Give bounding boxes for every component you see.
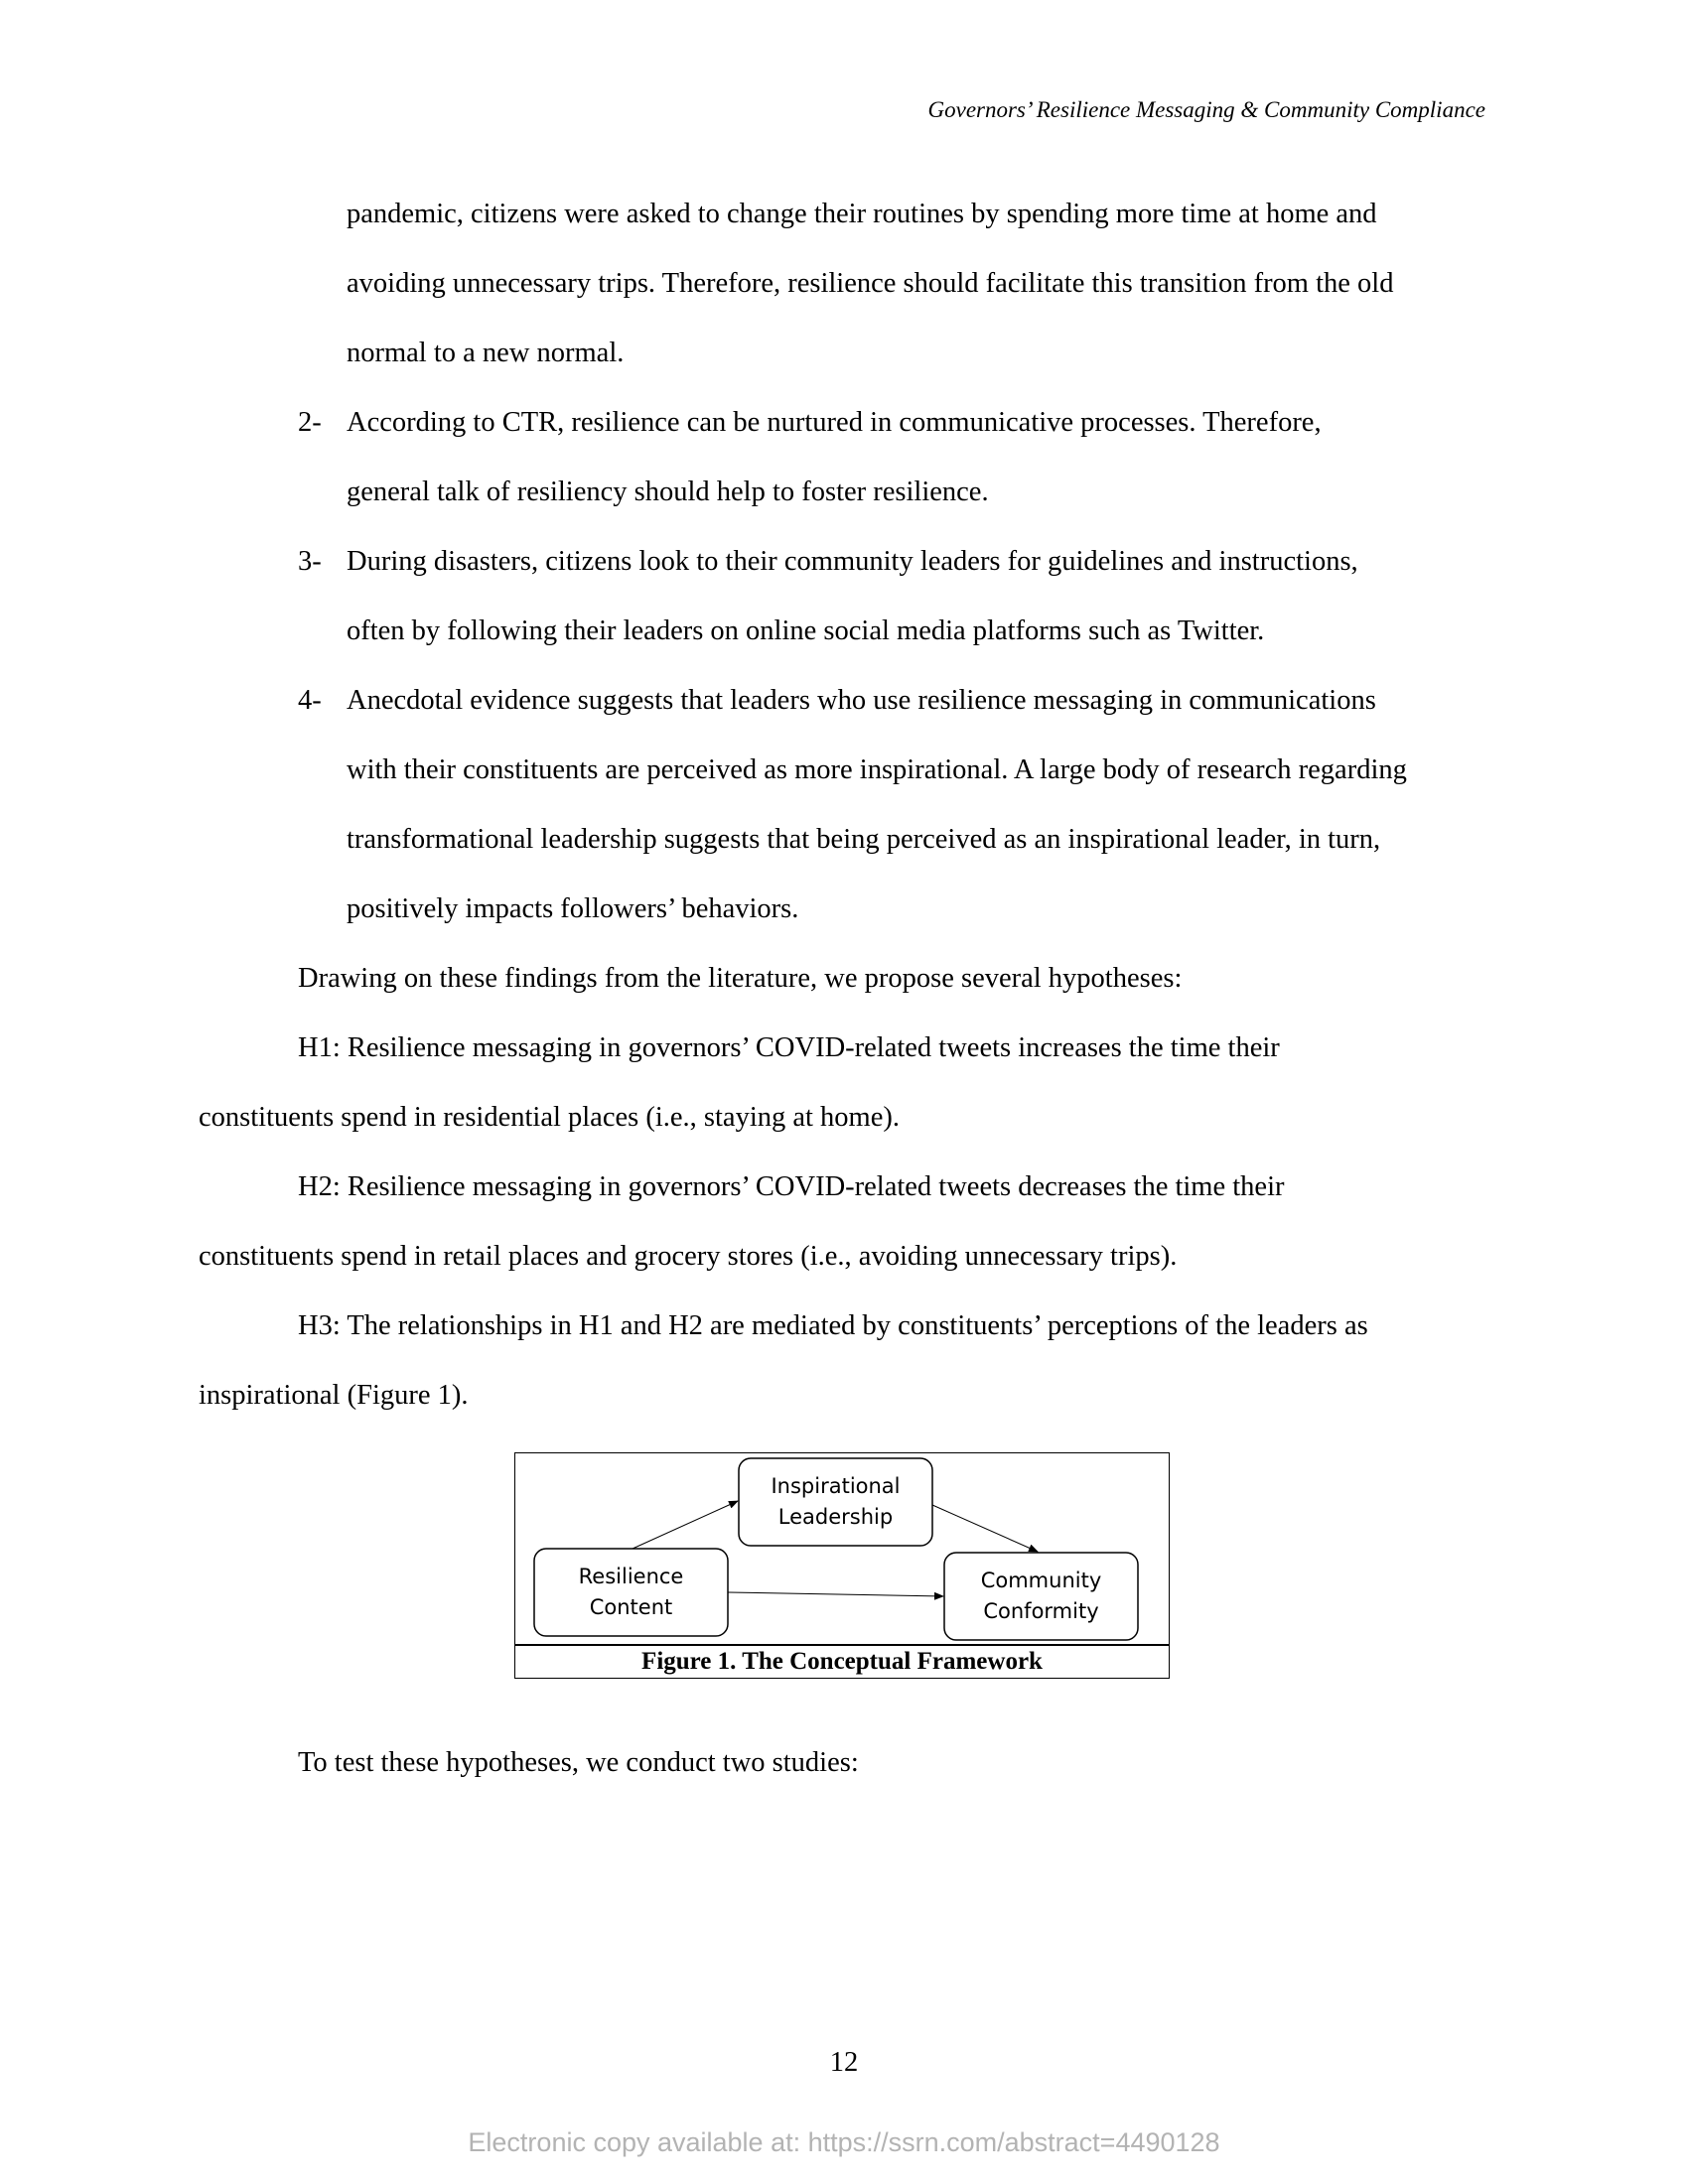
item2-line-1: According to CTR, resilience can be nurtured in communicative processes. Therefore, [347, 407, 1322, 438]
closing-line: To test these hypotheses, we conduct two studies: [298, 1747, 859, 1778]
figure-conceptual-framework [514, 1452, 1170, 1679]
h2-line-2: constituents spend in retail places and grocery stores (i.e., avoiding unnecessary trips). [199, 1241, 1178, 1272]
ssrn-footer: Electronic copy available at: https://ssrn.com/abstract=4490128 [468, 2127, 1220, 2157]
list-number-4: 4- [298, 685, 322, 716]
item1-line-2: avoiding unnecessary trips. Therefore, resilience should facilitate this transition from the old [347, 268, 1394, 299]
h3-line-1: H3: The relationships in H1 and H2 are mediated by constituents’ perceptions of the leaders as [298, 1310, 1368, 1341]
running-head: Governors’ Resilience Messaging & Community Compliance [927, 97, 1485, 122]
arrow-inspirational-to-community [932, 1505, 1038, 1552]
label-resilience: Resilience [578, 1565, 684, 1588]
h2-line-1: H2: Resilience messaging in governors’ COVID-related tweets decreases the time their [298, 1171, 1285, 1202]
item3-line-1: During disasters, citizens look to their community leaders for guidelines and instructions, [347, 546, 1358, 577]
page-number: 12 [829, 2047, 859, 2078]
figure-caption: Figure 1. The Conceptual Framework [515, 1644, 1169, 1678]
arrow-resilience-to-inspirational [633, 1501, 738, 1549]
label-leadership: Leadership [777, 1505, 894, 1529]
item1-line-3: normal to a new normal. [347, 338, 625, 368]
label-community: Community [980, 1569, 1102, 1592]
item4-line-2: with their constituents are perceived as more inspirational. A large body of research regarding [347, 754, 1407, 785]
item3-line-2: often by following their leaders on online social media platforms such as Twitter. [347, 615, 1265, 646]
list-number-2: 2- [298, 407, 322, 438]
item4-line-4: positively impacts followers’ behaviors. [347, 893, 799, 924]
label-inspirational-leadership [739, 1471, 932, 1533]
item4-line-1: Anecdotal evidence suggests that leaders who use resilience messaging in communications [347, 685, 1376, 716]
label-resilience-content [534, 1562, 728, 1623]
h3-line-2: inspirational (Figure 1). [199, 1380, 469, 1411]
item1-line-1: pandemic, citizens were asked to change their routines by spending more time at home and [347, 199, 1377, 229]
label-community-conformity [944, 1566, 1138, 1627]
label-content: Content [589, 1595, 673, 1619]
list-number-3: 3- [298, 546, 322, 577]
label-inspirational: Inspirational [771, 1474, 901, 1498]
h1-line-1: H1: Resilience messaging in governors’ COVID-related tweets increases the time their [298, 1032, 1280, 1063]
label-conformity: Conformity [983, 1599, 1099, 1623]
h1-line-2: constituents spend in residential places (i.e., staying at home). [199, 1102, 900, 1133]
arrow-resilience-to-community [728, 1592, 943, 1596]
item2-line-2: general talk of resiliency should help to foster resilience. [347, 477, 989, 507]
item4-line-3: transformational leadership suggests that being perceived as an inspirational leader, in turn, [347, 824, 1381, 855]
hypotheses-intro: Drawing on these findings from the literature, we propose several hypotheses: [298, 963, 1183, 994]
